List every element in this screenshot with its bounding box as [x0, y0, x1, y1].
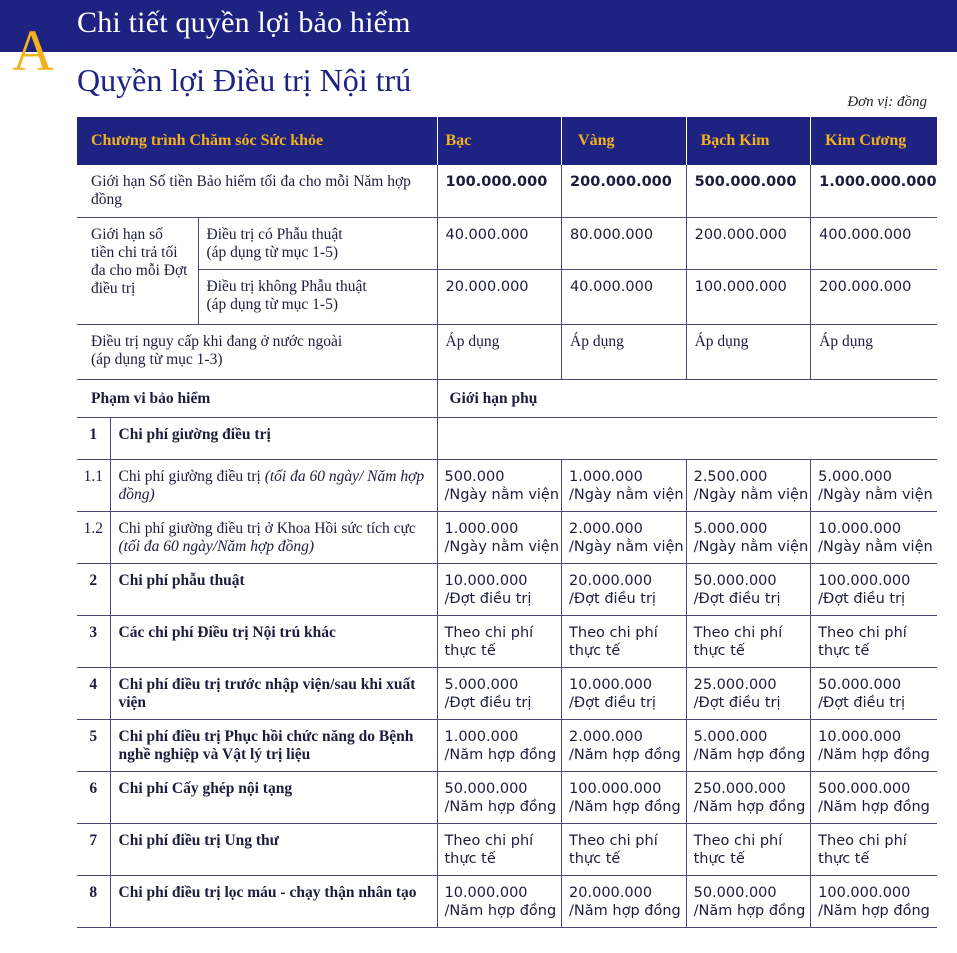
sublimit-unit: /Đợt điều trị [444, 694, 532, 711]
no-surgery-value: 40.000.000 [562, 269, 687, 324]
sublimit-cell [811, 719, 937, 771]
emergency-note: (áp dụng từ mục 1-3) [91, 350, 223, 368]
item-number: 1.2 [77, 511, 110, 563]
sublimit-amount: 10.000.000 [818, 728, 902, 745]
sublimit-unit: thực tế [693, 642, 745, 659]
sublimit-cell [686, 875, 811, 927]
sublimit-cell [562, 459, 687, 511]
sublimit-amount: 10.000.000 [444, 572, 528, 589]
banner-title: Chi tiết quyền lợi bảo hiểm [77, 6, 411, 39]
no-surgery-row [77, 269, 937, 324]
sublimit-unit: /Đợt điều trị [693, 590, 781, 607]
sublimit-unit: /Ngày nằm viện [693, 538, 809, 555]
sublimit-amount: 100.000.000 [818, 884, 911, 901]
section-letter: A [12, 18, 54, 83]
sublimit-amount: 5.000.000 [818, 468, 892, 485]
emergency-value: Áp dụng [562, 324, 687, 379]
sublimit-unit: /Năm hợp đồng [444, 902, 557, 919]
sublimit-amount: Theo chi phí [693, 832, 783, 849]
sublimit-unit: /Năm hợp đồng [693, 746, 806, 763]
surgery-value: 200.000.000 [686, 217, 811, 269]
item-number: 3 [77, 615, 110, 667]
sublimit-cell [811, 511, 937, 563]
sublimit-amount: 1.000.000 [569, 468, 643, 485]
sublimit-cell [437, 875, 562, 927]
sublimit-unit: /Năm hợp đồng [444, 798, 557, 815]
item-number: 7 [77, 823, 110, 875]
plan-header-silver: Bạc [437, 117, 562, 165]
item-number: 2 [77, 563, 110, 615]
sublimit-unit: thực tế [444, 850, 496, 867]
sublimit-cell [686, 459, 811, 511]
sublimit-cell [686, 667, 811, 719]
sublimit-unit: /Năm hợp đồng [569, 902, 681, 919]
sublimit-amount: Theo chi phí [569, 624, 658, 641]
item-note: (tối đa 60 ngày/ Năm hợp đồng) [118, 467, 425, 503]
sublimit-amount: 25.000.000 [693, 676, 777, 693]
item-title-cell [110, 719, 437, 771]
max-limit-value: 200.000.000 [562, 165, 687, 217]
sublimit-unit: /Ngày nằm viện [818, 486, 933, 503]
sublimit-unit: thực tế [569, 642, 621, 659]
sublimit-amount: Theo chi phí [444, 624, 534, 641]
sublimit-unit: /Đợt điều trị [818, 590, 906, 607]
scope-header: Phạm vi bảo hiểm [77, 379, 437, 417]
sublimit-amount: 20.000.000 [569, 572, 653, 589]
sublimit-cell [686, 823, 811, 875]
sublimit-amount: 5.000.000 [444, 676, 519, 693]
item-number: 1.1 [77, 459, 110, 511]
sublimit-amount: Theo chi phí [444, 832, 534, 849]
no-surgery-label-cell [198, 269, 437, 324]
sublimit-cell [437, 667, 562, 719]
item-title-cell [110, 511, 437, 563]
sublimit-amount: 50.000.000 [818, 676, 902, 693]
surgery-note: (áp dụng từ mục 1-5) [206, 243, 339, 261]
sublimit-cell [562, 719, 687, 771]
emergency-value: Áp dụng [437, 324, 562, 379]
table-row [77, 875, 937, 927]
item-title: Chi phí giường điều trị [118, 425, 271, 443]
sublimit-unit: /Năm hợp đồng [818, 798, 930, 815]
sublimit-unit: /Ngày nằm viện [693, 486, 809, 503]
sublimit-amount: Theo chi phí [818, 624, 907, 641]
table-row [77, 459, 937, 511]
sublimit-cell [811, 875, 937, 927]
item-number: 1 [77, 417, 110, 459]
sublimit-cell [437, 563, 562, 615]
table-row [77, 417, 937, 459]
sublimit-amount: 100.000.000 [818, 572, 911, 589]
sublimit-unit: /Ngày nằm viện [444, 538, 560, 555]
sublimit-cell [562, 667, 687, 719]
sublimit-cell [811, 563, 937, 615]
table-row [77, 563, 937, 615]
sublimit-amount: 10.000.000 [444, 884, 528, 901]
max-limit-value: 500.000.000 [686, 165, 811, 217]
max-limit-value: 1.000.000.000 [811, 165, 937, 217]
sublimit-unit: /Đợt điều trị [444, 590, 532, 607]
table-header-row [77, 117, 937, 165]
max-limit-row [77, 165, 937, 217]
emergency-value: Áp dụng [686, 324, 811, 379]
unit-note: Đơn vị: đồng [847, 94, 927, 110]
sublimit-unit: thực tế [569, 850, 621, 867]
sublimit-amount: 50.000.000 [693, 572, 777, 589]
sublimit-cell [562, 615, 687, 667]
surgery-value: 400.000.000 [811, 217, 937, 269]
item-note: (tối đa 60 ngày/Năm hợp đồng) [118, 537, 315, 555]
item-number: 8 [77, 875, 110, 927]
sublimit-unit: /Ngày nằm viện [569, 538, 684, 555]
item-title-cell [110, 563, 437, 615]
page-title: Quyền lợi Điều trị Nội trú [77, 62, 412, 98]
item-title: Chi phí điều trị Ung thư [118, 831, 279, 849]
sublimit-amount: 10.000.000 [569, 676, 653, 693]
sublimit-unit: /Năm hợp đồng [818, 902, 930, 919]
item-title-cell [110, 459, 437, 511]
table-row [77, 667, 937, 719]
sublimit-amount: 250.000.000 [693, 780, 786, 797]
item-title: Chi phí giường điều trị ở Khoa Hồi sức tích cực [118, 519, 416, 537]
sublimit-amount: 20.000.000 [569, 884, 653, 901]
sublimit-unit: thực tế [818, 642, 870, 659]
item-title-cell [110, 417, 437, 459]
surgery-value: 40.000.000 [437, 217, 562, 269]
sublimit-cell [811, 823, 937, 875]
program-header: Chương trình Chăm sóc Sức khỏe [77, 117, 437, 165]
surgery-value: 80.000.000 [562, 217, 687, 269]
scope-header-row [77, 379, 937, 417]
sublimit-cell [686, 563, 811, 615]
sublimit-cell [686, 511, 811, 563]
table-body [77, 117, 937, 927]
sublimit-unit: thực tế [444, 642, 496, 659]
item-title-cell [110, 615, 437, 667]
item-title: Chi phí phẫu thuật [118, 571, 245, 589]
sublimit-cell [811, 771, 937, 823]
sublimit-amount: 500.000.000 [818, 780, 911, 797]
table-row [77, 511, 937, 563]
sublimit-cell [562, 823, 687, 875]
empty-sublimit-cell [437, 417, 937, 459]
sublimit-unit: /Đợt điều trị [818, 694, 906, 711]
item-title: Chi phí giường điều trị [118, 467, 261, 485]
sublimit-cell [686, 719, 811, 771]
no-surgery-value: 20.000.000 [437, 269, 562, 324]
sublimit-cell [437, 823, 562, 875]
sublimit-unit: /Năm hợp đồng [444, 746, 557, 763]
item-number: 4 [77, 667, 110, 719]
emergency-label-cell [77, 324, 437, 379]
table-row [77, 771, 937, 823]
per-treatment-label: Giới hạn số tiền chi trả tối đa cho mỗi Đợt điều trị [77, 217, 198, 324]
sublimit-cell [562, 511, 687, 563]
sublimit-amount: Theo chi phí [693, 624, 783, 641]
emergency-value: Áp dụng [811, 324, 937, 379]
table-row [77, 615, 937, 667]
max-limit-value: 100.000.000 [437, 165, 562, 217]
item-title: Chi phí điều trị lọc máu - chạy thận nhân tạo [118, 883, 417, 901]
emergency-row [77, 324, 937, 379]
sublimit-cell [811, 667, 937, 719]
sublimit-amount: Theo chi phí [569, 832, 658, 849]
header-banner [0, 0, 957, 52]
sublimit-unit: thực tế [818, 850, 870, 867]
sublimit-unit: /Đợt điều trị [693, 694, 781, 711]
sublimit-unit: /Đợt điều trị [569, 694, 656, 711]
item-title-cell [110, 667, 437, 719]
sublimit-cell [562, 771, 687, 823]
emergency-label: Điều trị nguy cấp khi đang ở nước ngoài [91, 332, 343, 350]
sublimit-amount: 1.000.000 [444, 520, 519, 537]
no-surgery-value: 200.000.000 [811, 269, 937, 324]
sublimit-unit: /Năm hợp đồng [818, 746, 930, 763]
table-row [77, 719, 937, 771]
sublimit-cell [811, 615, 937, 667]
item-number: 5 [77, 719, 110, 771]
sublimit-amount: 2.500.000 [693, 468, 768, 485]
sublimit-amount: 50.000.000 [693, 884, 777, 901]
sublimit-amount: 2.000.000 [569, 520, 643, 537]
sublimit-cell [437, 459, 562, 511]
sublimit-unit: /Năm hợp đồng [569, 798, 681, 815]
no-surgery-note: (áp dụng từ mục 1-5) [206, 295, 339, 313]
sublimit-amount: 1.000.000 [444, 728, 519, 745]
item-number: 6 [77, 771, 110, 823]
surgery-label: Điều trị có Phẫu thuật [206, 225, 343, 243]
sublimit-amount: 5.000.000 [693, 728, 768, 745]
item-title-cell [110, 875, 437, 927]
sublimit-cell [562, 875, 687, 927]
sublimit-amount: 500.000 [444, 468, 505, 485]
item-title: Các chi phí Điều trị Nội trú khác [118, 623, 336, 641]
item-title: Chi phí Cấy ghép nội tạng [118, 779, 293, 797]
sublimit-amount: 100.000.000 [569, 780, 662, 797]
sublimit-cell [686, 615, 811, 667]
sublimit-unit: /Ngày nằm viện [444, 486, 560, 503]
item-title-cell [110, 823, 437, 875]
surgery-row [77, 217, 937, 269]
sublimit-cell [686, 771, 811, 823]
sublimit-cell [437, 615, 562, 667]
benefits-table [77, 117, 937, 928]
sublimit-unit: /Đợt điều trị [569, 590, 656, 607]
sublimit-unit: /Năm hợp đồng [693, 798, 806, 815]
sublimit-amount: 10.000.000 [818, 520, 902, 537]
item-title-cell [110, 771, 437, 823]
max-limit-label: Giới hạn Số tiền Bảo hiểm tối đa cho mỗi Năm hợp đồng [77, 165, 437, 217]
plan-header-platinum: Bạch Kim [686, 117, 811, 165]
sublimit-header: Giới hạn phụ [437, 379, 937, 417]
sublimit-amount: Theo chi phí [818, 832, 907, 849]
sublimit-cell [562, 563, 687, 615]
sublimit-unit: thực tế [693, 850, 745, 867]
sublimit-unit: /Năm hợp đồng [569, 746, 681, 763]
sublimit-unit: /Năm hợp đồng [693, 902, 806, 919]
item-title: Chi phí điều trị Phục hồi chức năng do Bệnh nghề nghiệp và Vật lý trị liệu [118, 727, 414, 763]
item-title: Chi phí điều trị trước nhập viện/sau khi xuất viện [118, 675, 416, 711]
sublimit-cell [811, 459, 937, 511]
sublimit-cell [437, 511, 562, 563]
sublimit-cell [437, 719, 562, 771]
sublimit-amount: 5.000.000 [693, 520, 768, 537]
plan-header-diamond: Kim Cương [811, 117, 937, 165]
sublimit-amount: 50.000.000 [444, 780, 528, 797]
plan-header-gold: Vàng [562, 117, 687, 165]
no-surgery-value: 100.000.000 [686, 269, 811, 324]
sublimit-unit: /Ngày nằm viện [569, 486, 684, 503]
sublimit-unit: /Ngày nằm viện [818, 538, 933, 555]
no-surgery-label: Điều trị không Phẫu thuật [206, 277, 367, 295]
sublimit-amount: 2.000.000 [569, 728, 643, 745]
surgery-label-cell [198, 217, 437, 269]
table-row [77, 823, 937, 875]
sublimit-cell [437, 771, 562, 823]
